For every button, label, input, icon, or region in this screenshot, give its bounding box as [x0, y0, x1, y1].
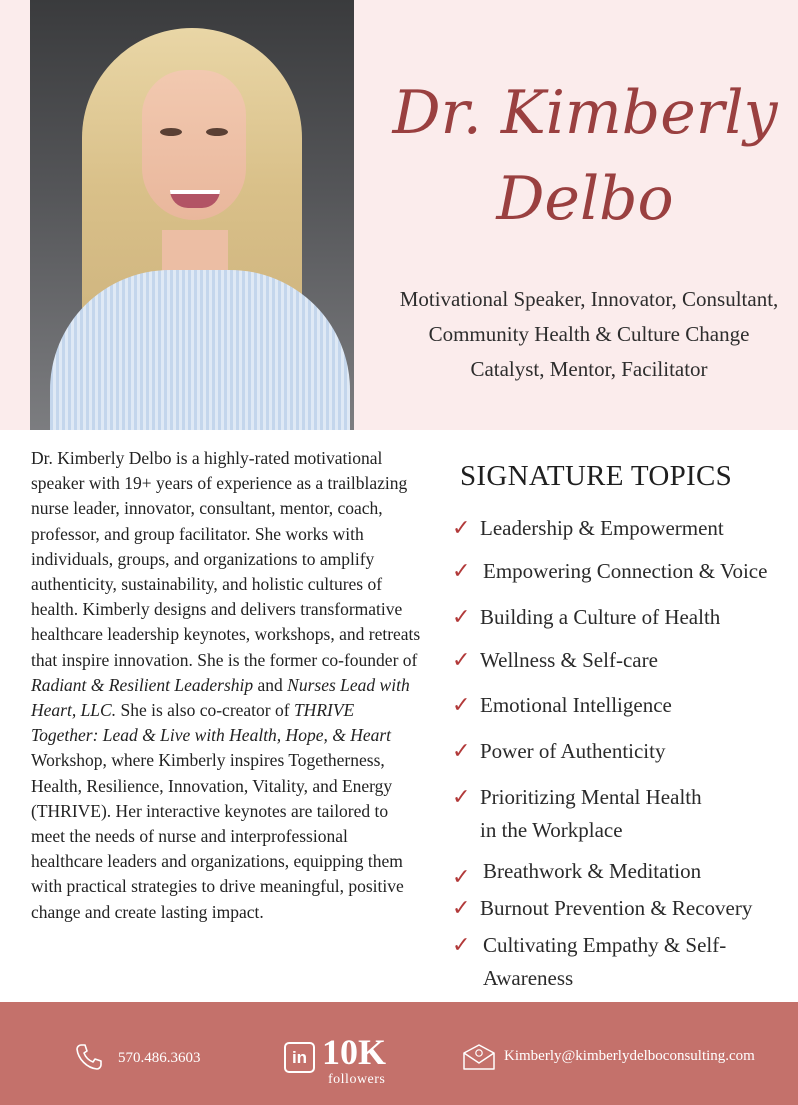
bio-text: She is also co-creator of: [116, 700, 294, 721]
topic-item: [452, 781, 792, 847]
bio-text: Dr. Kimberly Delbo is a highly-rated motivational speaker with 19+ years of experience as a trailblazing nurse leader, innovator, consultant, mentor, coach, professor, and group facilitator. She works with individuals, groups, and organizations to amplify authenticity, sustainability, and holistic cultures of health. Kimberly designs and delivers transformative healthcare leadership keynotes, workshops, and retreats that inspire innovation. She is the former co-founder of: [31, 448, 421, 670]
check-icon: ✓: [452, 739, 471, 764]
check-icon: ✓: [452, 559, 471, 584]
check-icon: ✓: [452, 693, 471, 718]
topic-item: [452, 689, 792, 722]
linkedin-follower-label: followers: [328, 1072, 386, 1087]
topics-heading: SIGNATURE TOPICS: [460, 460, 733, 492]
check-icon: ✓: [452, 648, 471, 673]
topic-item: [452, 892, 792, 925]
topic-label: Empowering Connection & Voice: [483, 559, 768, 583]
tagline-line: Catalyst, Mentor, Facilitator: [470, 357, 708, 381]
linkedin-follower-count: 10K: [322, 1032, 387, 1072]
tagline: [380, 282, 798, 387]
bio-emphasis: Nurses Lead with Heart, LLC.: [31, 674, 410, 721]
topic-item: [452, 929, 792, 995]
topic-label: Prioritizing Mental Health: [480, 785, 702, 809]
topic-item: [452, 644, 792, 677]
page-title: [380, 70, 790, 242]
tagline-line: Motivational Speaker, Innovator, Consultant,: [399, 287, 779, 311]
profile-photo: [30, 0, 354, 430]
phone-icon[interactable]: [74, 1042, 104, 1072]
topic-label: Cultivating Empathy & Self-: [483, 933, 727, 957]
topic-item: [452, 855, 792, 888]
tagline-line: Community Health & Culture Change: [428, 322, 750, 346]
check-icon: ✓: [452, 896, 471, 921]
topic-label: Building a Culture of Health: [480, 605, 721, 629]
bio-emphasis: THRIVE Together: Lead & Live with Health, Hope, & Heart: [31, 700, 392, 746]
topic-item: [452, 512, 792, 545]
name-line-1: Dr. Kimberly: [392, 78, 778, 148]
topic-item: [452, 735, 792, 768]
topic-label: Breathwork & Meditation: [483, 859, 702, 883]
topic-label-continued: in the Workplace: [480, 818, 623, 842]
topic-item: [452, 555, 792, 588]
bio-text: and: [253, 674, 288, 695]
name-line-2: Delbo: [496, 164, 674, 234]
topic-label: Power of Authenticity: [480, 739, 666, 763]
bio-emphasis: Radiant & Resilient Leadership: [31, 674, 254, 695]
email-link[interactable]: Kimberly@kimberlydelboconsulting.com: [504, 1048, 755, 1064]
check-icon: ✓: [452, 865, 471, 890]
topic-item: [452, 601, 792, 634]
topic-label: Burnout Prevention & Recovery: [480, 896, 753, 920]
check-icon: ✓: [452, 785, 471, 810]
topic-label: Leadership & Empowerment: [480, 516, 724, 540]
topic-label-continued: Awareness: [483, 966, 574, 990]
linkedin-icon[interactable]: in: [284, 1042, 315, 1073]
check-icon: ✓: [452, 516, 471, 541]
bio-text: Workshop, where Kimberly inspires Togetherness, Health, Resilience, Innovation, Vitality, and Energy (THRIVE). Her interactive keynotes are tailored to meet the needs of nurse and interprofessional healthcare leaders and organizations, equipping them with practical strategies to drive meaningful, positive change and create lasting impact.: [31, 750, 404, 922]
topic-label: Emotional Intelligence: [480, 693, 672, 717]
phone-number[interactable]: 570.486.3603: [118, 1050, 201, 1066]
check-icon: ✓: [452, 605, 471, 630]
bio-paragraph: [31, 446, 423, 925]
mail-icon[interactable]: [462, 1044, 496, 1070]
contact-footer: [0, 1002, 798, 1105]
topic-label: Wellness & Self-care: [480, 648, 658, 672]
check-icon: ✓: [452, 933, 471, 958]
